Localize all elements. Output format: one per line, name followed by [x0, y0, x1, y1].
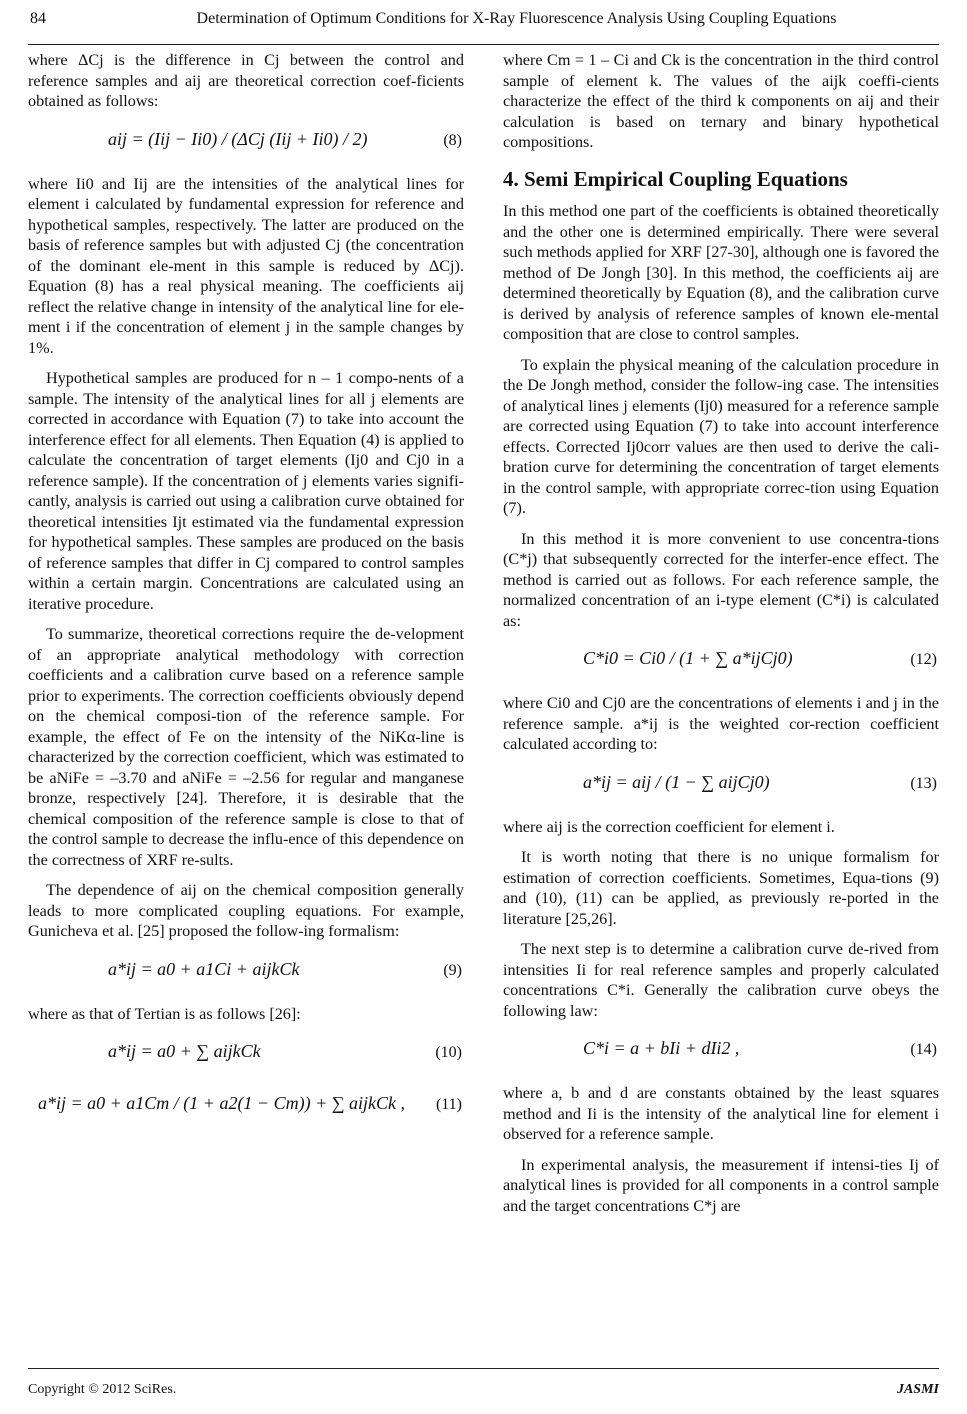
paragraph: where Ii0 and Iij are the intensities of the analytical lines for element i calculated by fundamental expression for reference and hypothetical samples, respectively. The latter are produced on the basis of reference samples but with adjusted Cj (the concentration of the dominant ele-ment in this sample is reduced by ΔCj). Equation (8) has a real physical meaning. The coefficients aij reflect the relative change in intensity of the analytical line for ele-ment i if the concentration of element j in the sample changes by 1%. [28, 174, 464, 357]
equation-11 [28, 1086, 464, 1126]
equation-13 [503, 765, 939, 805]
right-column [503, 50, 939, 1226]
equation-12 [503, 641, 939, 681]
equation-number: (13) [910, 774, 937, 792]
footer-rule [28, 1368, 939, 1369]
equation-number: (11) [435, 1096, 462, 1113]
paragraph: The dependence of aij on the chemical composition generally leads to more complicated coupling equations. For example, Gunicheva et al. [25] proposed the follow-ing formalism: [28, 881, 464, 940]
equation-9 [28, 952, 464, 992]
equation-number: (9) [443, 961, 462, 979]
page-number: 84 [30, 10, 46, 27]
paragraph: To explain the physical meaning of the calculation procedure in the De Jongh method, consider the follow-ing case. The intensities of analytical lines j elements (Ij0) measured for a reference sample are corrected using Equation (7) to take into account interference effects. Corrected Ij0corr values are then used to derive the cali-bration curve for determining the concentration of target elements in the control sample, with appropriate correc-tion using Equation (7). [503, 355, 939, 517]
journal-name: JASMI [896, 1382, 939, 1397]
equation-number: (14) [910, 1041, 937, 1058]
paragraph: where Ci0 and Cj0 are the concentrations of elements i and j in the reference sample. a*ij is the weighted cor-rection coefficient calculated according to: [503, 694, 939, 753]
paragraph: To summarize, theoretical corrections require the de-velopment of an appropriate analytical methodology with correction coefficients and a calibration curve based on a reference sample prior to experiments. The correction coefficients obviously depend on the chemical composi-tion of the reference sample. For example, the effect of Fe on the intensity of the NiKα-line is characterized by the correction coefficient, which was estimated to be aNiFe = –3.70 and aNiFe = –2.56 for regular and manganese bronze, respectively [24]. Therefore, it is desirable that the chemical composition of the reference sample is close to that of the control sample to decrease the influ-ence of this dependence on the correctness of XRF re-sults. [28, 625, 464, 869]
equation-8 [28, 122, 464, 162]
page-footer [0, 1368, 967, 1408]
equation-body: a*ij = a0 + ∑ aijkCk [108, 1041, 261, 1061]
paragraph: In this method one part of the coefficients is obtained theoretically and the other one is determined empirically. There were several such methods applied for XRF [27-30], although one is favored the method of De Jongh [30]. In this method, the coefficients aij are determined theoretically by Equation (8), and the calibration curve is derived by analysis of reference samples of known ele-mental composition that are close to control samples. [503, 202, 939, 343]
section-heading: 4. Semi Empirical Coupling Equations [503, 166, 848, 191]
equation-body: C*i0 = Ci0 / (1 + ∑ a*ijCj0) [583, 648, 793, 668]
paragraph: Hypothetical samples are produced for n – 1 compo-nents of a sample. The intensity of the analytical lines for all j elements are corrected in accordance with Equation (7) to take into account the interference effect for all elements. Then Equation (4) is applied to calculate the concentration of target elements (Ij0 and Cj0 in a reference sample). If the concentration of j elements varies signifi-cantly, analysis is carried out using a calibration curve obtained for theoretical intensities Ijt estimated via the fundamental expression for hypothetical samples. These samples are produced on the basis of reference samples that differ in Cj compared to control samples within a certain margin. Concentrations are calculated using an iterative procedure. [28, 369, 464, 613]
equation-14 [503, 1031, 939, 1071]
equation-body: a*ij = aij / (1 − ∑ aijCj0) [583, 771, 770, 792]
equation-number: (10) [435, 1044, 462, 1061]
equation-body: a*ij = a0 + a1Cm / (1 + a2(1 − Cm)) + ∑ aijkCk , [38, 1093, 406, 1113]
paragraph: where as that of Tertian is as follows [26]: [28, 1004, 301, 1023]
paragraph: In this method it is more convenient to use concentra-tions (C*j) that subsequently corrected for the interfer-ence effect. The method is carried out as follows. For each reference sample, the normalized concentration of an i-type element (C*i) is calculated as: [503, 529, 939, 630]
equation-number: (12) [910, 651, 937, 668]
paragraph: where Cm = 1 – Ci and Ck is the concentration in the third control sample of element k. The values of the aijk coeffi-cients characterize the effect of the third k components on aij and their calculation is based on ternary and binary hypothetical compositions. [503, 51, 939, 151]
equation-body: aij = (Iij − Ii0) / (ΔCj (Iij + Ii0) / 2) [108, 128, 368, 149]
paragraph: The next step is to determine a calibration curve de-rived from intensities Ii for real reference samples and properly calculated concentrations C*i. Generally the calibration curve obeys the following law: [503, 940, 939, 1020]
page-header [0, 10, 967, 36]
paragraph: where ΔCj is the difference in Cj between the control and reference samples and aij are theoretical correction coef-ficients obtained as follows: [28, 51, 464, 110]
equation-number: (8) [443, 131, 462, 149]
running-title: Determination of Optimum Conditions for X-Ray Fluorescence Analysis Using Coupling Equations [196, 10, 837, 27]
copyright-notice: Copyright © 2012 SciRes. [28, 1382, 177, 1397]
equation-body: a*ij = a0 + a1Ci + aijkCk [108, 958, 300, 979]
header-rule [28, 44, 939, 45]
paragraph: In experimental analysis, the measurement if intensi-ties Ij of analytical lines is provided for all components in a control sample and the target concentrations C*j are [503, 1155, 939, 1215]
paragraph: where a, b and d are constants obtained by the least squares method and Ii is the intensity of the analytical line for element i observed for a reference sample. [503, 1084, 939, 1143]
equation-body: C*i = a + bIi + dIi2 , [583, 1038, 740, 1058]
paragraph: where aij is the correction coefficient for element i. [503, 817, 835, 836]
equation-10 [28, 1034, 464, 1074]
paragraph: It is worth noting that there is no unique formalism for estimation of correction coefficients. Sometimes, Equa-tions (9) and (10), (11) can be applied, as previously re-ported in the literature [25,26]. [503, 848, 939, 928]
left-column [28, 50, 464, 1138]
